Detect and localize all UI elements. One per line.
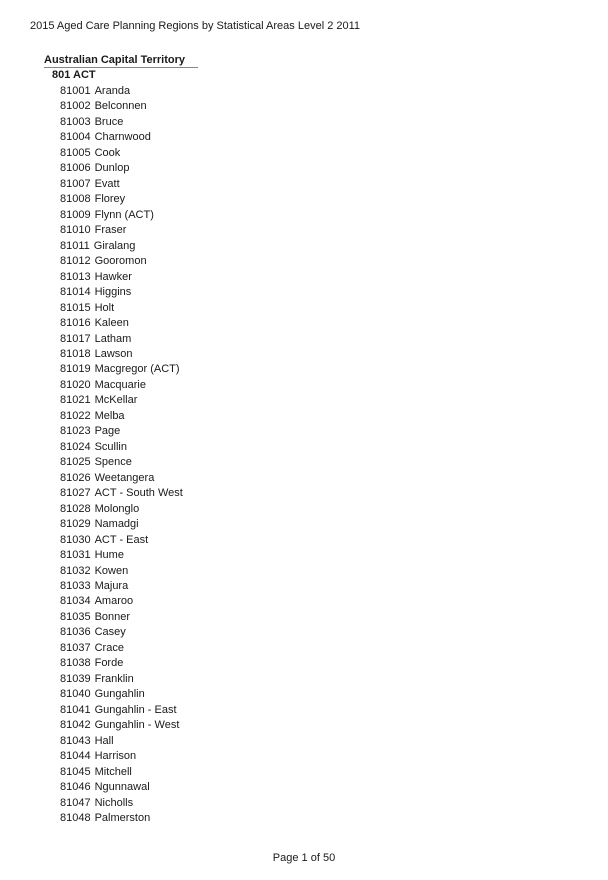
area-code: 81036: [60, 626, 91, 639]
list-item: [60, 301, 183, 316]
area-code: 81033: [60, 580, 91, 592]
list-item: [60, 393, 183, 408]
list-item: [60, 161, 183, 176]
list-item: [60, 208, 183, 223]
list-item: [60, 285, 183, 300]
area-code: 81024: [60, 440, 91, 453]
list-item: [60, 362, 183, 377]
area-name: Higgins: [94, 286, 132, 299]
area-name: Weetangera: [94, 471, 155, 484]
area-code: 81009: [60, 208, 91, 221]
area-name: Ngunnawal: [94, 781, 150, 794]
area-name: Franklin: [94, 672, 134, 685]
list-item: [60, 594, 183, 609]
area-name: Macquarie: [94, 378, 146, 391]
area-code: 81042: [60, 719, 91, 732]
list-item: [60, 517, 183, 532]
area-code: 81031: [60, 549, 91, 562]
area-name: Palmerston: [94, 812, 151, 825]
area-code: 81015: [60, 301, 91, 314]
area-code: 81017: [60, 332, 91, 345]
area-code: 81048: [60, 812, 91, 825]
area-code: 81020: [60, 378, 91, 391]
list-item: [60, 471, 183, 486]
area-code: 81016: [60, 317, 91, 330]
list-item: [60, 564, 183, 579]
list-item: [60, 625, 183, 640]
area-name: Gooromon: [94, 255, 147, 268]
list-item: [60, 579, 183, 594]
list-item: [60, 192, 183, 207]
area-code: 81029: [60, 518, 91, 531]
list-item: [60, 223, 183, 238]
area-name: Kowen: [94, 564, 129, 577]
list-item: [60, 687, 183, 702]
area-name: Casey: [94, 626, 126, 639]
area-name: Bonner: [94, 610, 131, 623]
list-item: [60, 811, 183, 826]
area-code: 81023: [60, 425, 91, 438]
list-item: [60, 656, 183, 671]
list-item: [60, 316, 183, 331]
list-item: [60, 424, 183, 439]
area-name: Bruce: [94, 115, 124, 128]
area-name: Hall: [94, 734, 114, 747]
list-item: [60, 115, 183, 130]
area-name: Crace: [94, 641, 124, 654]
area-name: Nicholls: [94, 796, 134, 809]
list-item: [60, 146, 183, 161]
region-heading: 801 ACT: [52, 69, 96, 81]
area-name: Cook: [94, 146, 121, 159]
list-item: [60, 378, 183, 393]
area-code: 81034: [60, 595, 91, 608]
area-code: 81039: [60, 672, 91, 685]
area-code: 81018: [60, 347, 91, 360]
area-name: ACT - East: [94, 533, 149, 546]
area-code: 81008: [60, 193, 91, 206]
area-code: 81019: [60, 363, 91, 376]
area-code: 81002: [60, 100, 91, 113]
list-item: [60, 672, 183, 687]
list-item: [60, 177, 183, 192]
area-name: McKellar: [94, 394, 138, 407]
area-name: Lawson: [94, 347, 133, 360]
list-item: [60, 409, 183, 424]
area-name: Aranda: [94, 85, 131, 97]
list-item: [60, 610, 183, 625]
list-item: [60, 641, 183, 656]
area-code: 81001: [60, 85, 91, 97]
area-code: 81004: [60, 131, 91, 144]
list-item: [60, 239, 183, 254]
area-name: Holt: [94, 301, 115, 314]
area-code: 81025: [60, 456, 91, 469]
list-item: [60, 780, 183, 795]
area-name: Giralang: [93, 239, 136, 252]
area-code: 81046: [60, 781, 91, 794]
area-code: 81010: [60, 224, 91, 237]
area-name: Latham: [94, 332, 132, 345]
list-item: [60, 84, 183, 99]
page-number: Page 1 of 50: [272, 852, 336, 864]
area-code: 81035: [60, 610, 91, 623]
area-code: 81005: [60, 146, 91, 159]
area-name: Mitchell: [94, 765, 132, 778]
area-code: 81013: [60, 270, 91, 283]
area-code: 81003: [60, 115, 91, 128]
area-name: Majura: [94, 580, 129, 592]
area-name: Dunlop: [94, 162, 130, 175]
area-name: Forde: [94, 657, 124, 670]
area-code: 81007: [60, 177, 91, 190]
area-name: Evatt: [94, 177, 120, 190]
list-item: [60, 703, 183, 718]
list-item: [60, 749, 183, 764]
area-name: Gungahlin - East: [94, 703, 177, 716]
area-code: 81043: [60, 734, 91, 747]
list-item: [60, 765, 183, 780]
area-name: Molonglo: [94, 502, 140, 515]
list-item: [60, 486, 183, 501]
area-code: 81006: [60, 162, 91, 175]
area-code: 81047: [60, 796, 91, 809]
area-name: Hawker: [94, 270, 132, 283]
area-code: 81026: [60, 471, 91, 484]
area-code: 81021: [60, 394, 91, 407]
area-name: Hume: [94, 549, 124, 562]
list-item: [60, 440, 183, 455]
area-name: Kaleen: [94, 317, 129, 330]
area-name: Melba: [94, 409, 125, 422]
area-name: Fraser: [94, 224, 127, 237]
list-item: [60, 548, 183, 563]
area-code: 81028: [60, 502, 91, 515]
document-title: 2015 Aged Care Planning Regions by Statistical Areas Level 2 2011: [30, 20, 361, 32]
list-item: [60, 332, 183, 347]
list-item: [60, 254, 183, 269]
area-code: 81027: [60, 487, 91, 500]
area-code: 81041: [60, 703, 91, 716]
list-item: [60, 270, 183, 285]
area-name: Gungahlin - West: [94, 719, 180, 732]
area-code: 81012: [60, 255, 91, 268]
list-item: [60, 718, 183, 733]
area-code: 81030: [60, 533, 91, 546]
area-code: 81038: [60, 657, 91, 670]
list-item: [60, 502, 183, 517]
area-code: 81011: [60, 239, 90, 252]
area-code: 81014: [60, 286, 91, 299]
list-item: [60, 455, 183, 470]
area-name: Charnwood: [94, 131, 151, 144]
area-name: Flynn (ACT): [94, 208, 154, 221]
area-name: Belconnen: [94, 100, 147, 113]
statistical-area-list: [60, 84, 183, 827]
list-item: [60, 347, 183, 362]
area-code: 81022: [60, 409, 91, 422]
area-name: Page: [94, 425, 121, 438]
list-item: [60, 99, 183, 114]
section-heading-state: Australian Capital Territory: [44, 54, 198, 68]
area-name: Harrison: [94, 750, 137, 763]
area-name: Florey: [94, 193, 126, 206]
list-item: [60, 533, 183, 548]
area-name: ACT - South West: [94, 487, 183, 500]
list-item: [60, 734, 183, 749]
area-name: Amaroo: [94, 595, 134, 608]
list-item: [60, 130, 183, 145]
area-name: Scullin: [94, 440, 127, 453]
area-name: Spence: [94, 456, 132, 469]
list-item: [60, 796, 183, 811]
area-name: Macgregor (ACT): [94, 363, 180, 376]
area-code: 81037: [60, 641, 91, 654]
area-code: 81040: [60, 688, 91, 701]
area-name: Namadgi: [94, 518, 139, 531]
area-code: 81044: [60, 750, 91, 763]
area-name: Gungahlin: [94, 688, 145, 701]
area-code: 81045: [60, 765, 91, 778]
area-code: 81032: [60, 564, 91, 577]
